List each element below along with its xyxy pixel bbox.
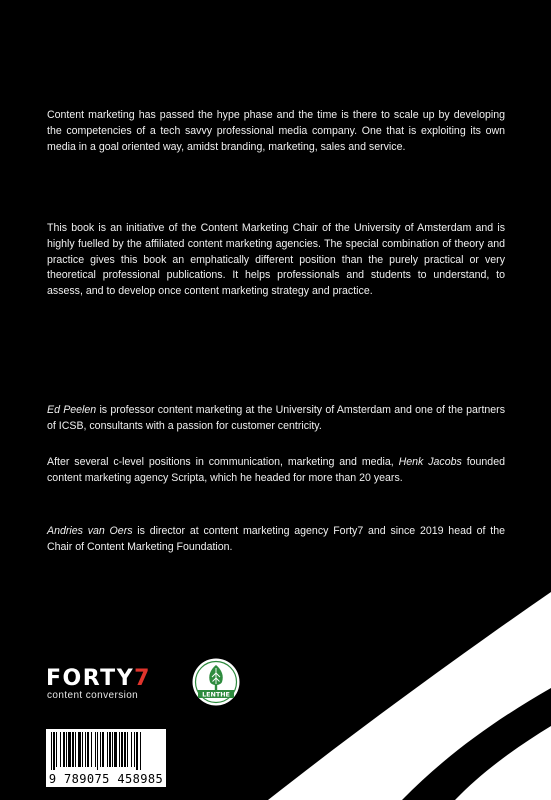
blurb-text-1: Content marketing has passed the hype phase and the time is there to scale up by developing the competencies of a tech savvy professional media company. One that is exploiting its own media in a goal oriented way, amidst branding, marketing, sales and service.: [47, 109, 505, 153]
author-bio-ed-peelen: [47, 403, 505, 435]
lenthe-logo-label: LENTHE: [202, 690, 230, 699]
author-bio-andries-van-oers: [47, 524, 505, 556]
author-name-andries-van-oers: Andries van Oers: [47, 525, 133, 537]
forty7-logo: [46, 668, 168, 704]
forty7-tagline: content conversion: [47, 690, 139, 701]
blurb-paragraph-2: [47, 221, 505, 300]
isbn-number: 9 789075 458985: [48, 772, 164, 786]
author-bio-text: [47, 403, 505, 435]
author-bio-henk-text-after: founded content marketing agency Scripta, which he headed for more than 20 years.: [47, 456, 505, 484]
author-bio-text: [47, 455, 505, 487]
author-name-henk-jacobs: Henk Jacobs: [398, 456, 462, 468]
barcode-bars: [50, 732, 162, 770]
forty7-wordmark: [46, 668, 151, 690]
isbn-barcode: [46, 729, 166, 787]
author-bio-text: [47, 524, 505, 556]
forty7-word: FORTY: [46, 666, 135, 691]
blurb-text-2: This book is an initiative of the Content Marketing Chair of the University of Amsterdam and is highly fuelled by the affiliated content marketing agencies. The special combination of theory and practice gives this book an emphatically different position than the purely practical or very theoretical professional publications. It helps professionals and students to understand, to assess, and to develop once content marketing strategy and practice.: [47, 222, 505, 298]
author-bio-ed-text: is professor content marketing at the University of Amsterdam and one of the partners of ICSB, consultants with a passion for customer centricity.: [47, 404, 506, 432]
forty7-digit: 7: [134, 666, 151, 691]
author-bio-henk-jacobs: [47, 455, 505, 487]
blurb-paragraph-1: [47, 108, 505, 155]
lenthe-publisher-logo: [192, 658, 240, 706]
author-name-ed-peelen: Ed Peelen: [47, 404, 97, 416]
author-bio-andries-text: is director at content marketing agency Forty7 and since 2019 head of the Chair of Content Marketing Foundation.: [47, 525, 505, 553]
author-bio-henk-text-before: After several c-level positions in communication, marketing and media,: [47, 456, 399, 468]
